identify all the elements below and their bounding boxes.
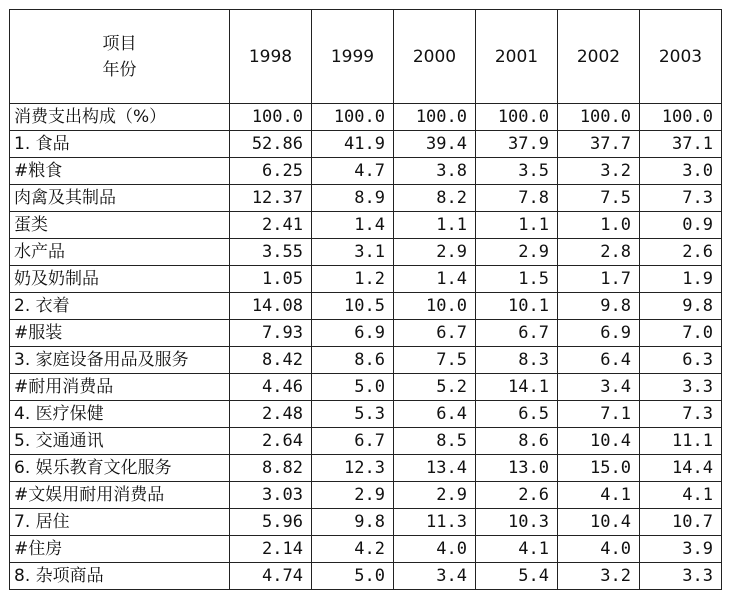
header-corner-cell xyxy=(10,10,230,104)
table-row xyxy=(10,401,722,428)
value-cell: 41.9 xyxy=(312,131,394,158)
row-label: 消费支出构成（%） xyxy=(10,104,230,131)
row-label: 蛋类 xyxy=(10,212,230,239)
row-label: 水产品 xyxy=(10,239,230,266)
row-label: 3. 家庭设备用品及服务 xyxy=(10,347,230,374)
year-header: 2001 xyxy=(476,10,558,104)
table-row xyxy=(10,212,722,239)
value-cell: 6.7 xyxy=(476,320,558,347)
value-cell: 2.48 xyxy=(230,401,312,428)
value-cell: 10.1 xyxy=(476,293,558,320)
value-cell: 2.6 xyxy=(640,239,722,266)
value-cell: 2.9 xyxy=(394,482,476,509)
value-cell: 4.74 xyxy=(230,563,312,590)
value-cell: 6.9 xyxy=(558,320,640,347)
value-cell: 4.1 xyxy=(476,536,558,563)
value-cell: 7.93 xyxy=(230,320,312,347)
corner-item-label: 项目 xyxy=(102,33,137,54)
value-cell: 2.9 xyxy=(312,482,394,509)
row-label: 1. 食品 xyxy=(10,131,230,158)
value-cell: 7.5 xyxy=(558,185,640,212)
value-cell: 6.7 xyxy=(394,320,476,347)
value-cell: 1.9 xyxy=(640,266,722,293)
row-label: 7. 居住 xyxy=(10,509,230,536)
value-cell: 1.1 xyxy=(394,212,476,239)
table-row xyxy=(10,185,722,212)
value-cell: 4.0 xyxy=(558,536,640,563)
value-cell: 7.3 xyxy=(640,401,722,428)
value-cell: 5.0 xyxy=(312,563,394,590)
value-cell: 6.7 xyxy=(312,428,394,455)
value-cell: 13.4 xyxy=(394,455,476,482)
value-cell: 100.0 xyxy=(312,104,394,131)
value-cell: 6.5 xyxy=(476,401,558,428)
value-cell: 2.64 xyxy=(230,428,312,455)
table-body xyxy=(10,104,722,590)
table-row xyxy=(10,347,722,374)
value-cell: 4.7 xyxy=(312,158,394,185)
value-cell: 3.8 xyxy=(394,158,476,185)
value-cell: 7.1 xyxy=(558,401,640,428)
value-cell: 52.86 xyxy=(230,131,312,158)
value-cell: 3.03 xyxy=(230,482,312,509)
value-cell: 1.2 xyxy=(312,266,394,293)
value-cell: 2.9 xyxy=(476,239,558,266)
value-cell: 10.7 xyxy=(640,509,722,536)
value-cell: 3.5 xyxy=(476,158,558,185)
value-cell: 5.0 xyxy=(312,374,394,401)
value-cell: 7.0 xyxy=(640,320,722,347)
value-cell: 8.3 xyxy=(476,347,558,374)
year-header: 2002 xyxy=(558,10,640,104)
value-cell: 3.4 xyxy=(558,374,640,401)
value-cell: 6.3 xyxy=(640,347,722,374)
value-cell: 6.25 xyxy=(230,158,312,185)
value-cell: 37.1 xyxy=(640,131,722,158)
table-row xyxy=(10,293,722,320)
value-cell: 4.1 xyxy=(640,482,722,509)
value-cell: 2.6 xyxy=(476,482,558,509)
value-cell: 7.8 xyxy=(476,185,558,212)
row-label: 6. 娱乐教育文化服务 xyxy=(10,455,230,482)
value-cell: 100.0 xyxy=(230,104,312,131)
row-label: #住房 xyxy=(10,536,230,563)
value-cell: 3.0 xyxy=(640,158,722,185)
value-cell: 3.9 xyxy=(640,536,722,563)
value-cell: 8.5 xyxy=(394,428,476,455)
value-cell: 3.1 xyxy=(312,239,394,266)
value-cell: 3.4 xyxy=(394,563,476,590)
table-row xyxy=(10,320,722,347)
row-label: 4. 医疗保健 xyxy=(10,401,230,428)
value-cell: 12.3 xyxy=(312,455,394,482)
value-cell: 2.41 xyxy=(230,212,312,239)
value-cell: 0.9 xyxy=(640,212,722,239)
value-cell: 3.3 xyxy=(640,563,722,590)
table-row xyxy=(10,131,722,158)
value-cell: 6.4 xyxy=(558,347,640,374)
value-cell: 8.82 xyxy=(230,455,312,482)
row-label: 奶及奶制品 xyxy=(10,266,230,293)
row-label: #耐用消费品 xyxy=(10,374,230,401)
value-cell: 37.7 xyxy=(558,131,640,158)
corner-year-label: 年份 xyxy=(102,59,137,80)
value-cell: 1.0 xyxy=(558,212,640,239)
value-cell: 8.42 xyxy=(230,347,312,374)
value-cell: 100.0 xyxy=(476,104,558,131)
value-cell: 9.8 xyxy=(558,293,640,320)
table-row xyxy=(10,509,722,536)
value-cell: 10.4 xyxy=(558,509,640,536)
value-cell: 1.4 xyxy=(312,212,394,239)
value-cell: 1.7 xyxy=(558,266,640,293)
value-cell: 3.2 xyxy=(558,158,640,185)
table-row xyxy=(10,374,722,401)
value-cell: 3.3 xyxy=(640,374,722,401)
value-cell: 8.6 xyxy=(312,347,394,374)
value-cell: 7.3 xyxy=(640,185,722,212)
row-label: 2. 衣着 xyxy=(10,293,230,320)
table-row xyxy=(10,455,722,482)
value-cell: 7.5 xyxy=(394,347,476,374)
value-cell: 13.0 xyxy=(476,455,558,482)
table-container xyxy=(9,9,722,590)
value-cell: 1.4 xyxy=(394,266,476,293)
value-cell: 8.9 xyxy=(312,185,394,212)
row-label: #粮食 xyxy=(10,158,230,185)
value-cell: 2.9 xyxy=(394,239,476,266)
table-row xyxy=(10,536,722,563)
row-label: 5. 交通通讯 xyxy=(10,428,230,455)
value-cell: 6.9 xyxy=(312,320,394,347)
header-row xyxy=(10,10,722,104)
value-cell: 37.9 xyxy=(476,131,558,158)
value-cell: 2.8 xyxy=(558,239,640,266)
value-cell: 1.1 xyxy=(476,212,558,239)
value-cell: 1.05 xyxy=(230,266,312,293)
value-cell: 4.1 xyxy=(558,482,640,509)
value-cell: 5.96 xyxy=(230,509,312,536)
value-cell: 9.8 xyxy=(312,509,394,536)
consumption-structure-table xyxy=(9,9,722,590)
table-row xyxy=(10,158,722,185)
year-header: 2000 xyxy=(394,10,476,104)
value-cell: 10.5 xyxy=(312,293,394,320)
value-cell: 12.37 xyxy=(230,185,312,212)
value-cell: 14.1 xyxy=(476,374,558,401)
value-cell: 8.2 xyxy=(394,185,476,212)
value-cell: 11.3 xyxy=(394,509,476,536)
year-header: 1998 xyxy=(230,10,312,104)
value-cell: 100.0 xyxy=(558,104,640,131)
value-cell: 3.55 xyxy=(230,239,312,266)
value-cell: 100.0 xyxy=(640,104,722,131)
value-cell: 39.4 xyxy=(394,131,476,158)
table-row xyxy=(10,239,722,266)
table-row xyxy=(10,428,722,455)
value-cell: 4.2 xyxy=(312,536,394,563)
table-header xyxy=(10,10,722,104)
value-cell: 14.4 xyxy=(640,455,722,482)
row-label: #文娱用耐用消费品 xyxy=(10,482,230,509)
value-cell: 3.2 xyxy=(558,563,640,590)
value-cell: 5.3 xyxy=(312,401,394,428)
value-cell: 10.4 xyxy=(558,428,640,455)
value-cell: 5.4 xyxy=(476,563,558,590)
year-header: 2003 xyxy=(640,10,722,104)
value-cell: 14.08 xyxy=(230,293,312,320)
row-label: 8. 杂项商品 xyxy=(10,563,230,590)
value-cell: 100.0 xyxy=(394,104,476,131)
row-label: #服装 xyxy=(10,320,230,347)
value-cell: 4.46 xyxy=(230,374,312,401)
value-cell: 15.0 xyxy=(558,455,640,482)
value-cell: 5.2 xyxy=(394,374,476,401)
table-row xyxy=(10,104,722,131)
value-cell: 4.0 xyxy=(394,536,476,563)
table-row xyxy=(10,563,722,590)
table-row xyxy=(10,266,722,293)
value-cell: 8.6 xyxy=(476,428,558,455)
value-cell: 10.3 xyxy=(476,509,558,536)
value-cell: 9.8 xyxy=(640,293,722,320)
table-row xyxy=(10,482,722,509)
value-cell: 11.1 xyxy=(640,428,722,455)
value-cell: 6.4 xyxy=(394,401,476,428)
value-cell: 10.0 xyxy=(394,293,476,320)
row-label: 肉禽及其制品 xyxy=(10,185,230,212)
value-cell: 1.5 xyxy=(476,266,558,293)
value-cell: 2.14 xyxy=(230,536,312,563)
year-header: 1999 xyxy=(312,10,394,104)
